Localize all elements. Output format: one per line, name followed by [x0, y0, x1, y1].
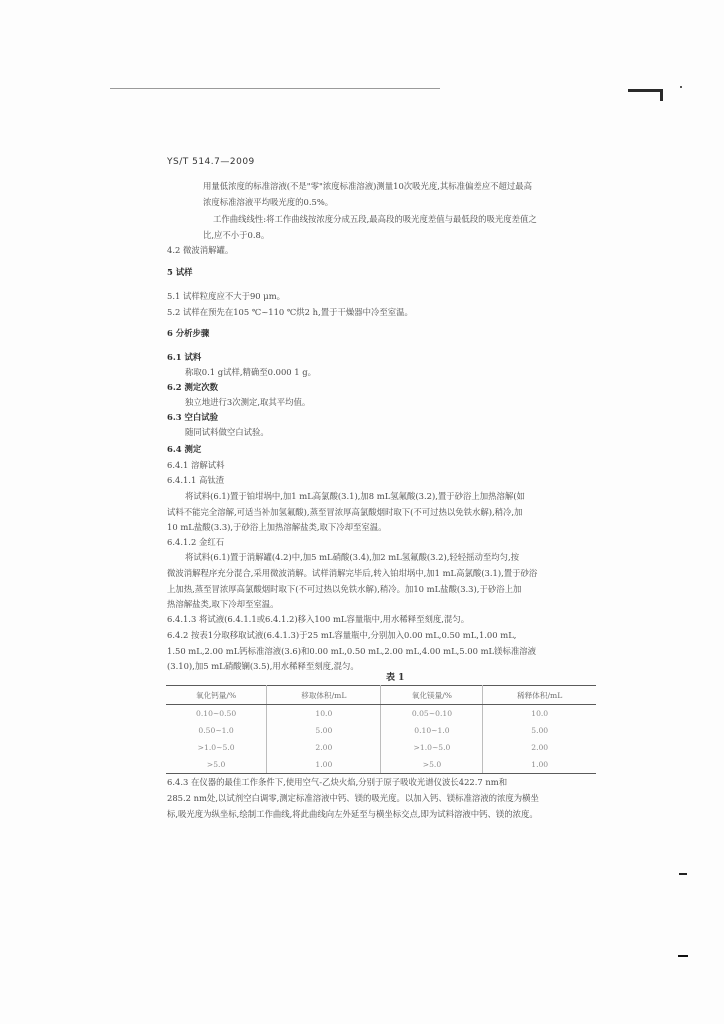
table-cell: >1.0~5.0 — [381, 739, 483, 756]
table-title: 表 1 — [386, 673, 405, 683]
scan-edge-mark — [679, 873, 687, 875]
section-heading-6-4-1-2: 6.4.1.2 金红石 — [167, 537, 225, 547]
table-header-cell: 移取体积/mL — [267, 686, 381, 705]
paragraph-line: 标,吸光度为纵坐标,绘制工作曲线,将此曲线向左外延至与横坐标交点,即为试料溶液中钙、镁的浓度。 — [167, 809, 538, 819]
table-header-row — [166, 686, 596, 705]
table-cell: 5.00 — [267, 722, 381, 739]
table-cell: 0.05~0.10 — [381, 705, 483, 723]
data-table — [166, 685, 596, 774]
section-heading-6-4-1: 6.4.1 溶解试料 — [167, 460, 225, 470]
paragraph-line: 试料不能完全溶解,可适当补加氢氟酸),蒸至冒浓厚高氯酸烟时取下(不可过热以免铁水解),稍冷,加 — [167, 507, 523, 517]
paragraph-line: 将试料(6.1)置于消解罐(4.2)中,加5 mL硝酸(3.4),加2 mL氢氟酸(3.2),轻轻摇动至均匀,按 — [185, 552, 520, 562]
section-heading-6-1: 6.1 试料 — [167, 352, 202, 362]
paragraph-line: 工作曲线线性:将工作曲线按浓度分成五段,最高段的吸光度差值与最低段的吸光度差值之 — [213, 214, 537, 224]
table-cell: >5.0 — [381, 756, 483, 774]
section-item-5-1: 5.1 试样粒度应不大于90 μm。 — [167, 291, 286, 301]
section-heading-5: 5 试样 — [167, 267, 193, 277]
paragraph-line: 6.4.3 在仪器的最佳工作条件下,使用空气-乙炔火焰,分别于原子吸收光谱仪波长422.7 nm和 — [167, 777, 508, 787]
table-cell: 0.50~1.0 — [166, 722, 267, 739]
paragraph-line: 10 mL盐酸(3.3),于砂浴上加热溶解盐类,取下冷却至室温。 — [167, 522, 387, 532]
scan-edge-mark-lower — [678, 955, 688, 957]
paragraph-line: 用量低浓度的标准溶液(不是"零"浓度标准溶液)测量10次吸光度,其标准偏差应不超过最高 — [203, 181, 533, 191]
table-cell: 2.00 — [267, 739, 381, 756]
table-cell: 0.10~1.0 — [381, 722, 483, 739]
scan-corner-mark-tick — [660, 89, 663, 101]
paragraph-line: 独立地进行3次测定,取其平均值。 — [185, 397, 311, 407]
table-cell: 1.00 — [267, 756, 381, 774]
section-item-5-2: 5.2 试样在预先在105 ℃~110 ℃烘2 h,置于干燥器中冷至室温。 — [167, 307, 413, 317]
paragraph-line: 1.50 mL,2.00 mL钙标准溶液(3.6)和0.00 mL,0.50 mL,2.00 mL,4.00 mL,5.00 mL镁标准溶液 — [167, 646, 536, 656]
paragraph-line: 微波消解程序充分混合,采用微波消解。试样消解完毕后,转入铂坩埚中,加1 mL高氯酸(3.1),置于砂浴 — [167, 568, 538, 578]
paragraph-line: 6.4.1.3 将试液(6.4.1.1或6.4.1.2)移入100 mL容量瓶中,用水稀释至刻度,混匀。 — [167, 614, 470, 624]
paragraph-line: (3.10),加5 mL硝酸镧(3.5),用水稀释至刻度,混匀。 — [167, 661, 359, 671]
section-heading-6: 6 分析步骤 — [167, 328, 210, 338]
table-header-cell: 稀释体积/mL — [483, 686, 596, 705]
paragraph-line: 浓度标准溶液平均吸光度的0.5%。 — [203, 197, 334, 207]
section-heading-6-2: 6.2 测定次数 — [167, 382, 218, 392]
paragraph-line: 将试料(6.1)置于铂坩埚中,加1 mL高氯酸(3.1),加8 mL氢氟酸(3.2),置于砂浴上加热溶解(如 — [185, 491, 525, 501]
table-cell: >1.0~5.0 — [166, 739, 267, 756]
scan-rule-line — [110, 88, 440, 89]
standard-code: YS/T 514.7—2009 — [167, 157, 255, 167]
paragraph-line: 比,应不小于0.8。 — [203, 230, 270, 240]
paragraph-line: 6.4.2 按表1分取移取试液(6.4.1.3)于25 mL容量瓶中,分别加入0.00 mL,0.50 mL,1.00 mL, — [167, 630, 517, 640]
table-row — [166, 722, 596, 739]
section-heading-6-4-1-1: 6.4.1.1 高钛渣 — [167, 475, 225, 485]
table-cell: 0.10~0.50 — [166, 705, 267, 723]
table-row — [166, 705, 596, 723]
paragraph-line: 热溶解盐类,取下冷却至室温。 — [167, 599, 279, 609]
table-header-cell: 氧化镁量/% — [381, 686, 483, 705]
paragraph-line: 285.2 nm处,以试剂空白调零,测定标准溶液中钙、镁的吸光度。以加入钙、镁标准溶液的浓度为横坐 — [167, 793, 539, 803]
table-cell: >5.0 — [166, 756, 267, 774]
paragraph-line: 称取0.1 g试样,精确至0.000 1 g。 — [185, 367, 316, 377]
table-cell: 5.00 — [483, 722, 596, 739]
table-cell: 10.0 — [267, 705, 381, 723]
table-cell: 2.00 — [483, 739, 596, 756]
section-item-4-2: 4.2 微波消解罐。 — [167, 245, 234, 255]
scan-dust-dot — [680, 86, 682, 88]
paragraph-line: 随同试料做空白试验。 — [185, 427, 269, 437]
section-heading-6-4: 6.4 测定 — [167, 444, 202, 454]
table-row — [166, 756, 596, 774]
table-cell: 1.00 — [483, 756, 596, 774]
table-header-cell: 氧化钙量/% — [166, 686, 267, 705]
table-row — [166, 739, 596, 756]
scan-corner-mark — [628, 89, 662, 92]
section-heading-6-3: 6.3 空白试验 — [167, 412, 218, 422]
table-cell: 10.0 — [483, 705, 596, 723]
paragraph-line: 上加热,蒸至冒浓厚高氯酸烟时取下(不可过热以免铁水解),稍冷。加10 mL盐酸(3.3),于砂浴上加 — [167, 584, 522, 594]
